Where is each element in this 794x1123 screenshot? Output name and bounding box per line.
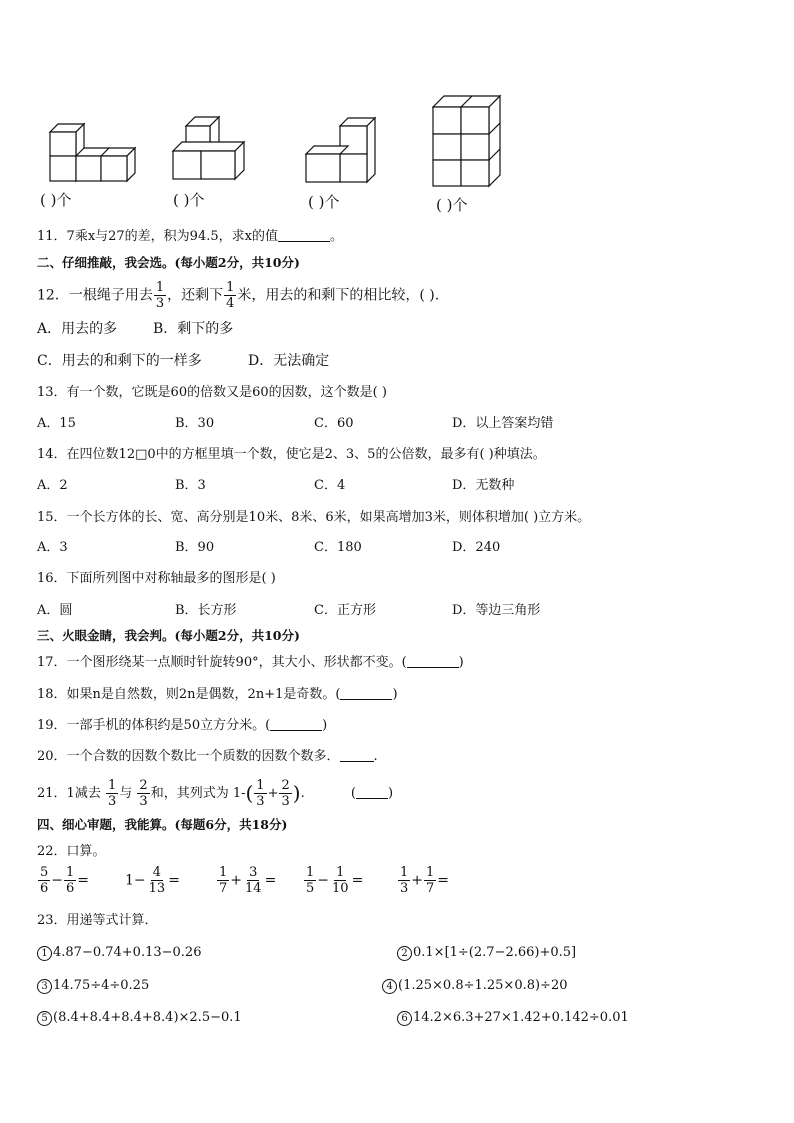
fraction: $\frac{1}{4}$ bbox=[226, 280, 235, 311]
q16-option-c[interactable]: C．正方形 bbox=[314, 603, 376, 618]
q13-option-b[interactable]: B．30 bbox=[175, 416, 215, 431]
q13-option-d[interactable]: D．以上答案均错 bbox=[452, 416, 554, 431]
question-13: 13．有一个数，它既是60的倍数又是60的因数，这个数是( ) bbox=[37, 385, 387, 400]
q14-option-d[interactable]: D．无数种 bbox=[452, 478, 515, 493]
section-2-heading: 二、仔细推敲，我会选。(每小题2分，共10分) bbox=[37, 255, 300, 270]
section-3-heading: 三、火眼金睛，我会判。(每小题2分，共10分) bbox=[37, 628, 300, 643]
calc-item-1: $\frac{5}{6}$ − $\frac{1}{6}$ = bbox=[40, 865, 90, 896]
calc-item-5: $\frac{1}{3}$ + $\frac{1}{7}$ = bbox=[400, 865, 450, 896]
q16-option-b[interactable]: B．长方形 bbox=[175, 603, 237, 618]
question-16: 16．下面所列图中对称轴最多的图形是( ) bbox=[37, 571, 276, 586]
answer-blank[interactable] bbox=[340, 686, 392, 700]
q15-option-d[interactable]: D．240 bbox=[452, 540, 501, 555]
answer-blank[interactable] bbox=[407, 654, 459, 668]
q12-option-c[interactable]: C．用去的和剩下的一样多 bbox=[37, 353, 202, 369]
question-11: 11．7乘x与27的差，积为94.5，求x的值 。 bbox=[37, 229, 343, 244]
question-18: 18．如果n是自然数，则2n是偶数，2n+1是奇数。( ) bbox=[37, 687, 398, 702]
question-23: 23．用递等式计算． bbox=[37, 913, 158, 928]
fraction: $\frac{1}{3}$ bbox=[107, 778, 117, 809]
q16-option-a[interactable]: A．圆 bbox=[37, 603, 73, 618]
q23-item-5: 5 (8.4+8.4+8.4+8.4)×2.5−0.1 bbox=[37, 1009, 242, 1027]
calc-item-4: $\frac{1}{5}$ − $\frac{1}{10}$ = bbox=[306, 865, 364, 896]
q12-option-b[interactable]: B．剩下的多 bbox=[153, 321, 234, 337]
q15-option-a[interactable]: A．3 bbox=[37, 540, 68, 555]
question-19: 19．一部手机的体积约是50立方分米。( ) bbox=[37, 718, 328, 733]
figure-2-count: ( )个 bbox=[173, 191, 205, 209]
q23-item-1: 1 4.87−0.74+0.13−0.26 bbox=[37, 944, 201, 962]
figure-1-count: ( )个 bbox=[40, 191, 72, 209]
q13-option-a[interactable]: A．15 bbox=[37, 416, 76, 431]
cube-figure-4 bbox=[428, 93, 506, 189]
section-4-heading: 四、细心审题，我能算。(每题6分，共18分) bbox=[37, 817, 288, 832]
answer-blank[interactable] bbox=[270, 717, 322, 731]
question-14: 14．在四位数12□0中的方框里填一个数，使它是2、3、5的公倍数，最多有( )种填法。 bbox=[37, 447, 546, 462]
q12-option-a[interactable]: A．用去的多 bbox=[37, 321, 118, 337]
q14-option-a[interactable]: A．2 bbox=[37, 478, 68, 493]
q12-option-d[interactable]: D．无法确定 bbox=[248, 353, 330, 369]
q23-item-6: 6 14.2×6.3+27×1.42+0.142÷0.01 bbox=[397, 1009, 629, 1027]
answer-blank[interactable] bbox=[278, 228, 330, 242]
cube-figure-1 bbox=[46, 118, 138, 184]
cube-figure-3 bbox=[303, 116, 379, 186]
answer-blank[interactable] bbox=[356, 785, 388, 799]
question-20: 20．一个合数的因数个数比一个质数的因数个数多． . bbox=[37, 749, 378, 764]
q23-item-2: 2 0.1×[1÷(2.7−2.66)+0.5] bbox=[397, 944, 576, 962]
calc-item-2: 1− $\frac{4}{13}$ = bbox=[125, 865, 180, 896]
q23-item-3: 3 14.75÷4÷0.25 bbox=[37, 977, 149, 995]
question-15: 15．一个长方体的长、宽、高分别是10米、8米、6米，如果高增加3米，则体积增加( )立方米。 bbox=[37, 510, 591, 525]
figure-4-count: ( )个 bbox=[436, 196, 468, 214]
q16-option-d[interactable]: D．等边三角形 bbox=[452, 603, 541, 618]
q13-option-c[interactable]: C．60 bbox=[314, 416, 354, 431]
q23-item-4: 4 (1.25×0.8÷1.25×0.8)÷20 bbox=[382, 977, 568, 995]
fraction: $\frac{2}{3}$ bbox=[139, 778, 148, 809]
answer-blank[interactable] bbox=[340, 748, 374, 762]
fraction: $\frac{1}{3}$ bbox=[256, 778, 265, 809]
fraction: $\frac{2}{3}$ bbox=[281, 778, 290, 809]
q15-option-c[interactable]: C．180 bbox=[314, 540, 362, 555]
figure-3-count: ( )个 bbox=[308, 193, 340, 211]
question-21: 21．1减去 $\frac{1}{3}$ 与 $\frac{2}{3}$ 和，其列式为 1-( $\frac{1}{3}$ + $\frac{2}{3}$ ). ( ) bbox=[37, 778, 394, 809]
q15-option-b[interactable]: B．90 bbox=[175, 540, 215, 555]
question-22: 22．口算。 bbox=[37, 844, 106, 859]
calc-item-3: $\frac{1}{7}$ + $\frac{3}{14}$ = bbox=[219, 865, 277, 896]
fraction: $\frac{1}{3}$ bbox=[155, 280, 165, 311]
question-12: 12．一根绳子用去 $\frac{1}{3}$ ，还剩下 $\frac{1}{4}$ 米，用去的和剩下的相比较，( ). bbox=[37, 280, 440, 311]
cube-figure-2 bbox=[170, 114, 248, 184]
q14-option-b[interactable]: B．3 bbox=[175, 478, 206, 493]
q14-option-c[interactable]: C．4 bbox=[314, 478, 346, 493]
question-17: 17．一个图形绕某一点顺时针旋转90°，其大小、形状都不变。( ) bbox=[37, 655, 464, 670]
